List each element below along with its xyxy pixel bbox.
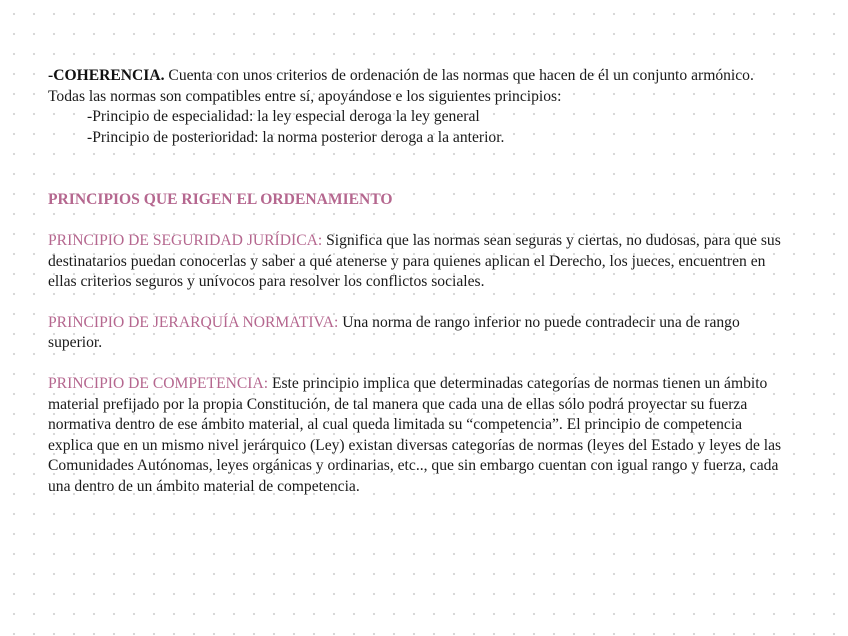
principle-competencia	[48, 374, 788, 498]
principle-seguridad-juridica	[48, 231, 788, 293]
principle-title: PRINCIPIO DE SEGURIDAD JURÍDICA:	[48, 231, 323, 249]
principle-text: Una norma de rango inferior no puede contradecir una de rango superior.	[48, 313, 740, 352]
coherencia-heading: -COHERENCIA.	[48, 67, 165, 84]
principle-title: PRINCIPIO DE COMPETENCIA:	[48, 374, 269, 392]
principle-item-posterioridad: -Principio de posterioridad: la norma posterior deroga a la anterior.	[87, 128, 505, 146]
principle-item-especialidad: -Principio de especialidad: la ley especial deroga la ley general	[87, 108, 480, 126]
principle-jerarquia-normativa	[48, 313, 788, 354]
principle-text: Este principio implica que determinadas categorías de normas tienen un ámbito material prefijado por la propia Constitución, de tal manera que cada una de ellas sólo podrá proyectar su fuerza normativa dentro de ese ámbito material, al cual queda limitada su “competencia”. El principio de competencia explica que en un mismo nivel jerárquico (Ley) existan diversas categorías de normas (leyes del Estado y leyes de las Comunidades Autónomas, leyes orgánicas y ordinarias, etc.., que sin embargo cuentan con igual rango y fuerza, cada una dentro de un ámbito material de competencia.	[48, 374, 782, 495]
coherencia-paragraph	[48, 66, 788, 107]
principle-title: PRINCIPIO DE JERARQUÍA NORMATIVA:	[48, 313, 339, 331]
section-title: PRINCIPIOS QUE RIGEN EL ORDENAMIENTO	[48, 191, 393, 209]
coherencia-text: Cuenta con unos criterios de ordenación de las normas que hacen de él un conjunto armónico. Todas las normas son compatibles entre sí, apoyándose e los siguientes principios:	[48, 67, 754, 105]
document-page	[48, 66, 788, 498]
principle-text: Significa que las normas sean seguras y ciertas, no dudosas, para que sus destinatarios puedan conocerlas y saber a qué atenerse y para quienes aplican el Derecho, los jueces, encuentren en ellas criterios seguros y unívocos para resolver los conflictos sociales.	[48, 231, 781, 291]
